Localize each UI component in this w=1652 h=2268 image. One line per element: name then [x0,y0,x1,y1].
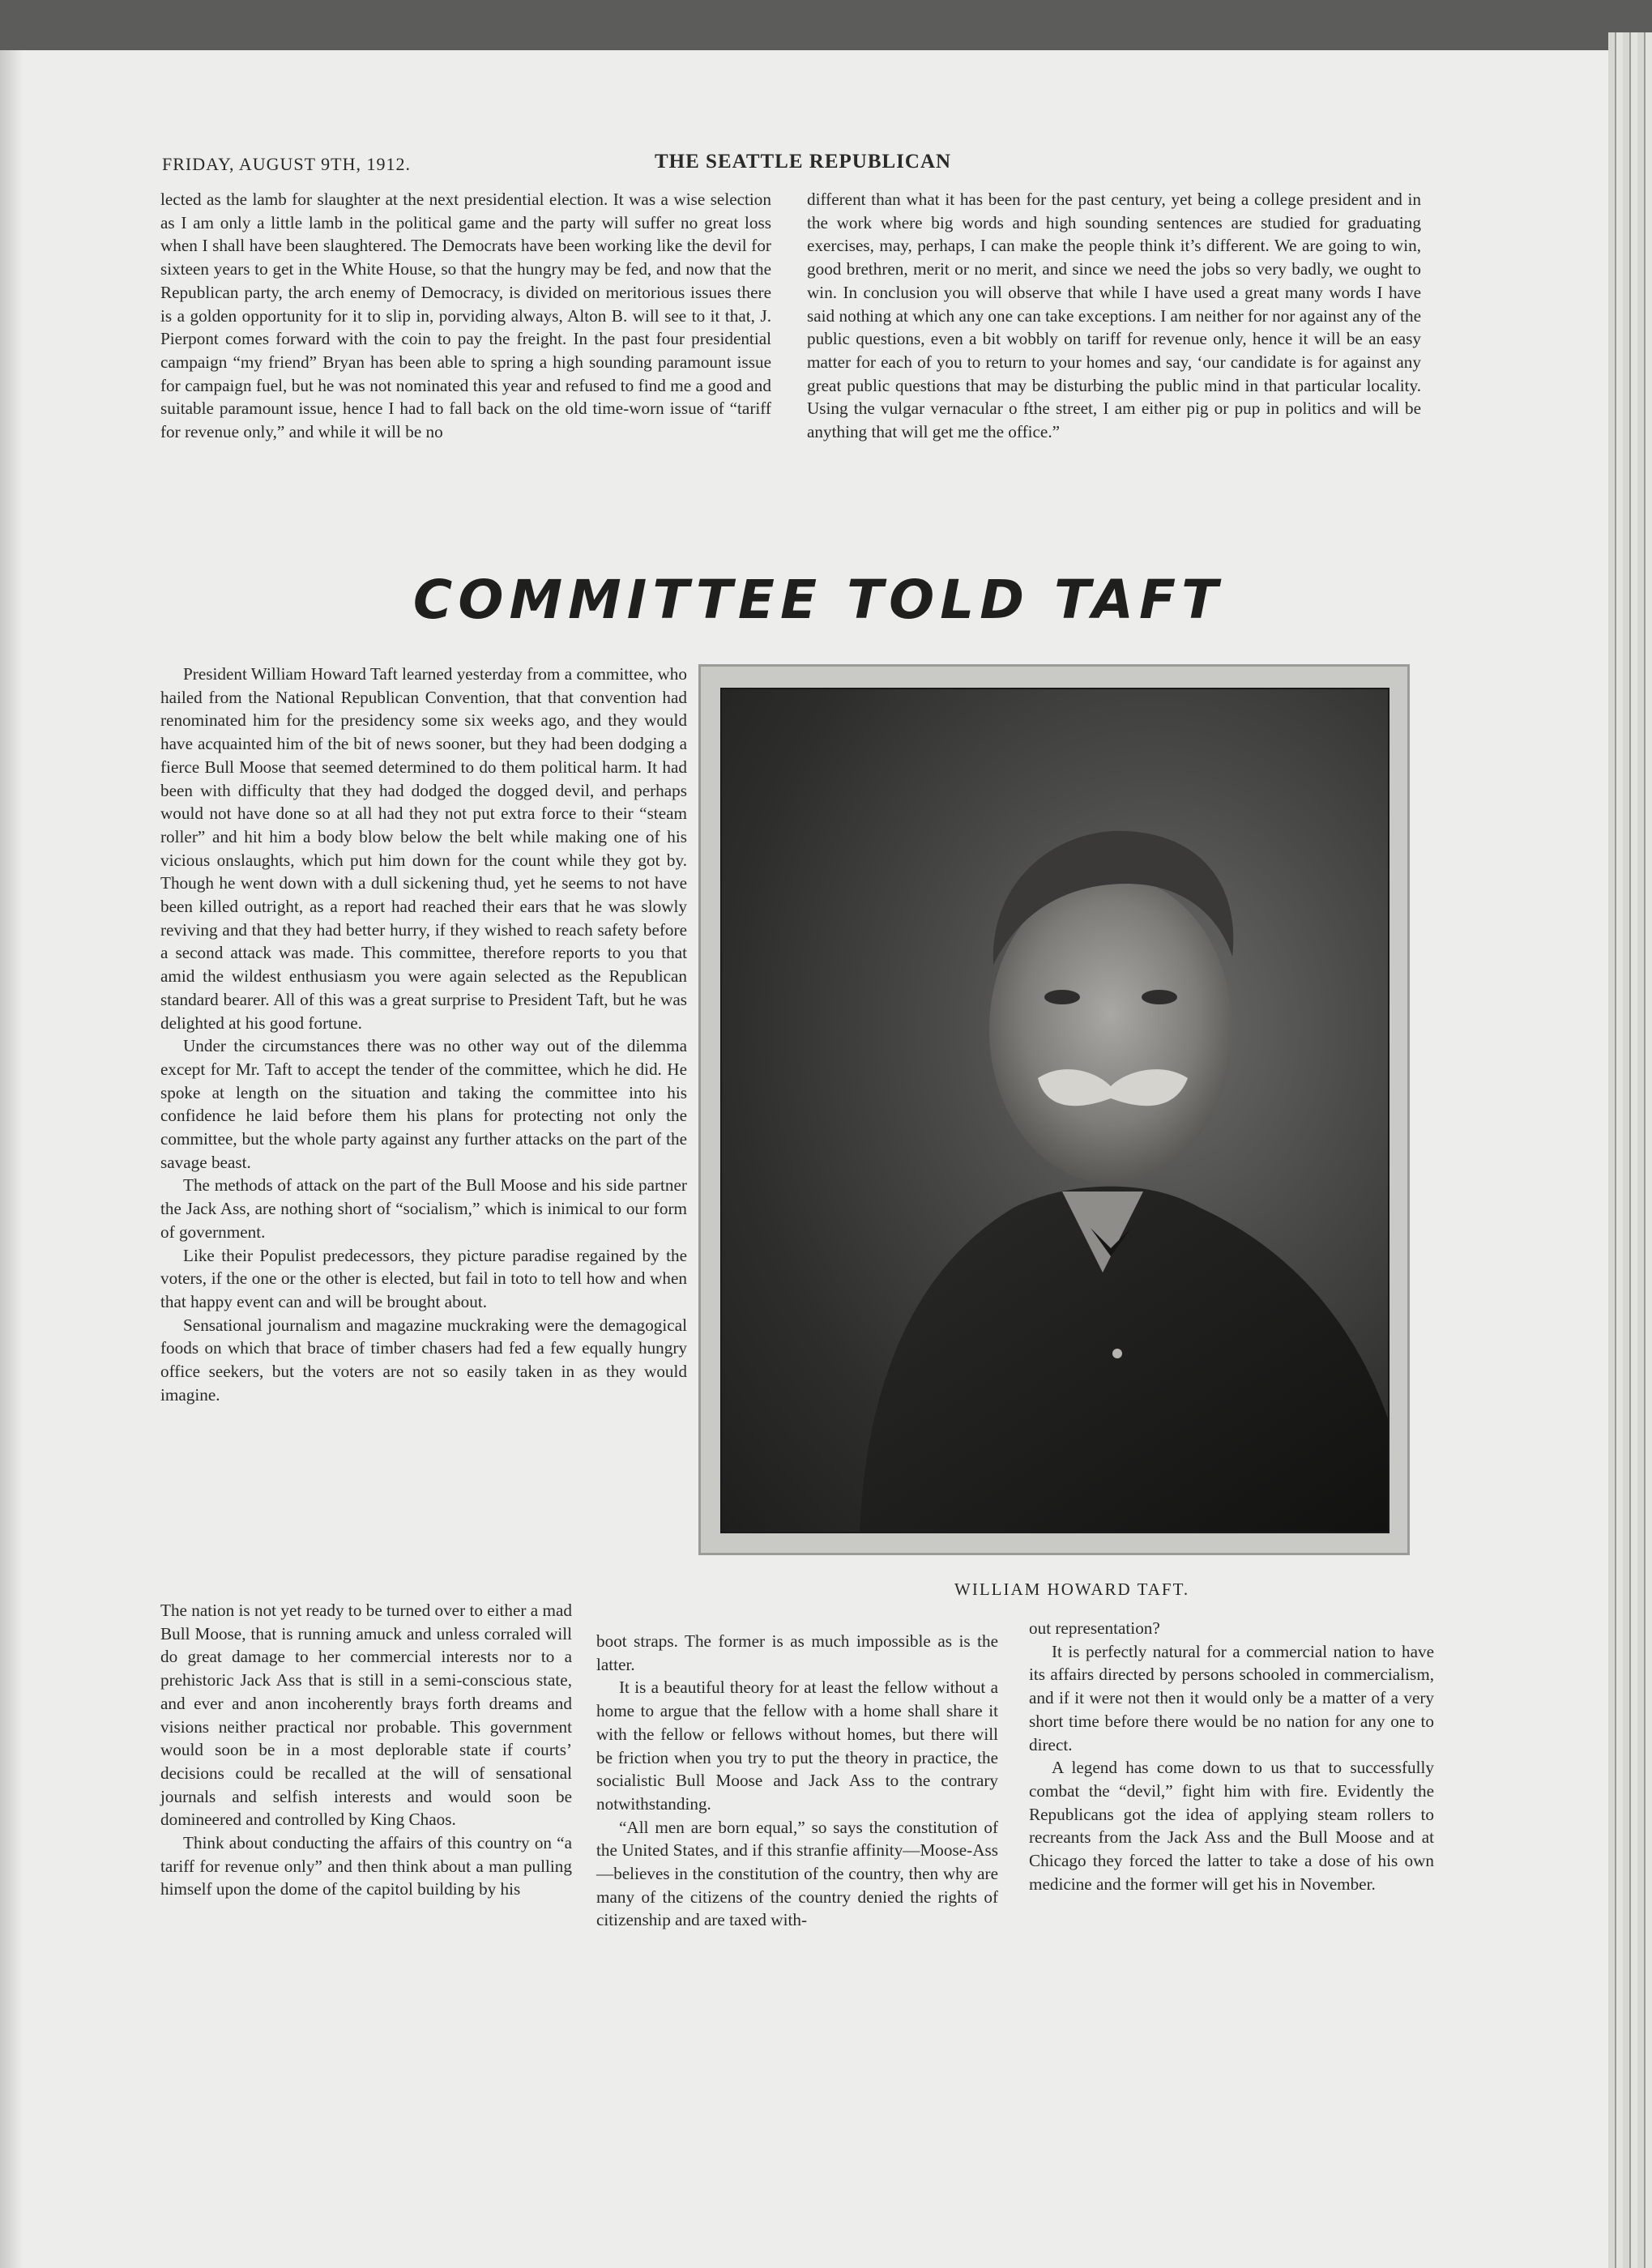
portrait-frame [698,664,1410,1555]
article-paragraph: A legend has come down to us that to successfully combat the “devil,” fight him with fire. Evidently the Republicans got the idea of applying steam rollers to recreants from the Jack Ass and the Bull Moose and at Chicago they forced the latter to take a dose of his own medicine and the former will get his in November. [1029,1758,1434,1894]
issue-date: FRIDAY, AUGUST 9TH, 1912. [162,154,411,174]
page-stack-edges [1608,32,1652,2268]
headline: COMMITTEE TOLD TAFT [412,569,1224,631]
portrait-photo [720,688,1389,1533]
newspaper-title: THE SEATTLE REPUBLICAN [655,151,952,173]
page-binding-shadow [0,50,23,2268]
lower-middle-column [596,1630,998,1932]
article-paragraph: The methods of attack on the part of the Bull Moose and his side partner the Jack Ass, are nothing short of “socialism,” which is inimical to our form of government. [160,1175,687,1242]
article-paragraph: “All men are born equal,” so says the constitution of the United States, and if this stranfie affinity—Moose-Ass—believes in the constitution of the country, then why are many of the citizens of the country denied the rights of citizenship and are taxed with- [596,1817,998,1930]
article-paragraph: It is a beautiful theory for at least the fellow without a home to argue that the fellow with a home shall share it with the fellow or fellows without homes, but there will be friction when you try to put the theory in practice, the socialistic Bull Moose and Jack Ass to the contrary notwithstanding. [596,1678,998,1814]
article-paragraph: lected as the lamb for slaughter at the next presidential election. It was a wise selection as I am only a little lamb in the political game and the party will suffer no great loss when I shall have been slaughtered. The Democrats have been working like the devil for sixteen years to get in the White House, so that the hungry may be fed, and now that the Republican party, the arch enemy of Democracy, is divided on meritorious issues there is a golden opportunity for it to slip in, porviding always, Alton B. will see to it that, J. Pierpont comes forward with the coin to pay the freight. In the past four presidential campaign “my friend” Bryan has been able to spring a high sounding paramount issue for campaign fuel, but he was not nominated this year and refused to find me a good and suitable paramount issue, hence I had to fall back on the old time-worn issue of “tariff for revenue only,” and while it will be no [160,190,771,442]
article-paragraph: Under the circumstances there was no other way out of the dilemma except for Mr. Taft to accept the tender of the committee, which he did. He spoke at length on the situation and taking the committee into his confidence he laid before them his plans for protecting not only the committee, but the whole party against any further attacks on the part of the savage beast. [160,1036,687,1172]
story-column [160,663,687,1407]
article-paragraph: Think about conducting the affairs of this country on “a tariff for revenue only” and then think about a man pulling himself upon the dome of the capitol building by his [160,1833,572,1899]
article-paragraph: Sensational journalism and magazine muckraking were the demagogical foods on which that brace of timber chasers had fed a few equally hungry office seekers, but the voters are not so easily taken in as they would imagine. [160,1315,687,1405]
photo-caption: WILLIAM HOWARD TAFT. [954,1580,1190,1599]
article-paragraph: different than what it has been for the past century, yet being a college president and in the work where big words and high sounding sentences are studied for graduating exercises, may, perhaps, I can make the people think it’s different. We are going to win, good brethren, merit or no merit, and since we need the jobs so very badly, we ought to win. In conclusion you will observe that while I have used a great many words I have said nothing at which any one can take exceptions. I am neither for nor against any of the public questions, even a bit wobbly on tariff for revenue only, hence it will be an easy matter for each of you to return to your homes and say, ‘our candidate is for against any great public questions that may be disturbing the public mind in that particular locality. Using the vulgar vernacular o fthe street, I am either pig or pup in politics and will be anything that will get me the office.” [807,190,1421,442]
portrait-figure [722,689,1388,1532]
article-paragraph: boot straps. The former is as much impossible as is the latter. [596,1631,998,1674]
article-paragraph: President William Howard Taft learned yesterday from a committee, who hailed from the National Republican Convention, that that convention had renominated him for the presidency some six weeks ago, and they would have acquainted him of the bit of news sooner, but they had been dodging a fierce Bull Moose that seemed determined to do them political harm. It had been with difficulty that they had dodged the dogged devil, and perhaps would not have done so at all had they not put extra force to their “steam roller” and hit him a body blow below the belt while making one of his vicious onslaughts, which put him down for the count while they got by. Though he went down with a dull sickening thud, yet he seems to not have been killed outright, as a report had reached their ears that he was slowly reviving and that they had better hurry, if they wished to reach safety before a second attack was made. This committee, therefore reports to you that amid the wildest enthusiasm you were again selected as the Republican standard bearer. All of this was a great surprise to President Taft, but he was delighted at his good fortune. [160,664,687,1033]
lower-right-column [1029,1617,1434,1895]
article-paragraph: Like their Populist predecessors, they picture paradise regained by the voters, if the one or the other is elected, but fail in toto to tell how and when that happy event can and will be brought about. [160,1245,687,1311]
article-paragraph: The nation is not yet ready to be turned over to either a mad Bull Moose, that is running amuck and unless corraled will do great damage to her commercial interests nor to a prehistoric Jack Ass that is still in a semi-conscious state, and ever and anon incoherently brays forth dreams and visions neither practical nor probable. This government would soon be in a most deplorable state if courts’ decisions could be recalled at the will of sensational journals and selfish interests and would soon be domineered and controlled by King Chaos. [160,1601,572,1830]
top-left-column [160,188,771,444]
lower-left-column [160,1599,572,1901]
article-paragraph: It is perfectly natural for a commercial nation to have its affairs directed by persons schooled in commercialism, and if it were not then it would only be a matter of a very short time before there would be no nation for any one to direct. [1029,1641,1434,1754]
top-right-column [807,188,1421,444]
article-paragraph: out representation? [1029,1618,1160,1638]
